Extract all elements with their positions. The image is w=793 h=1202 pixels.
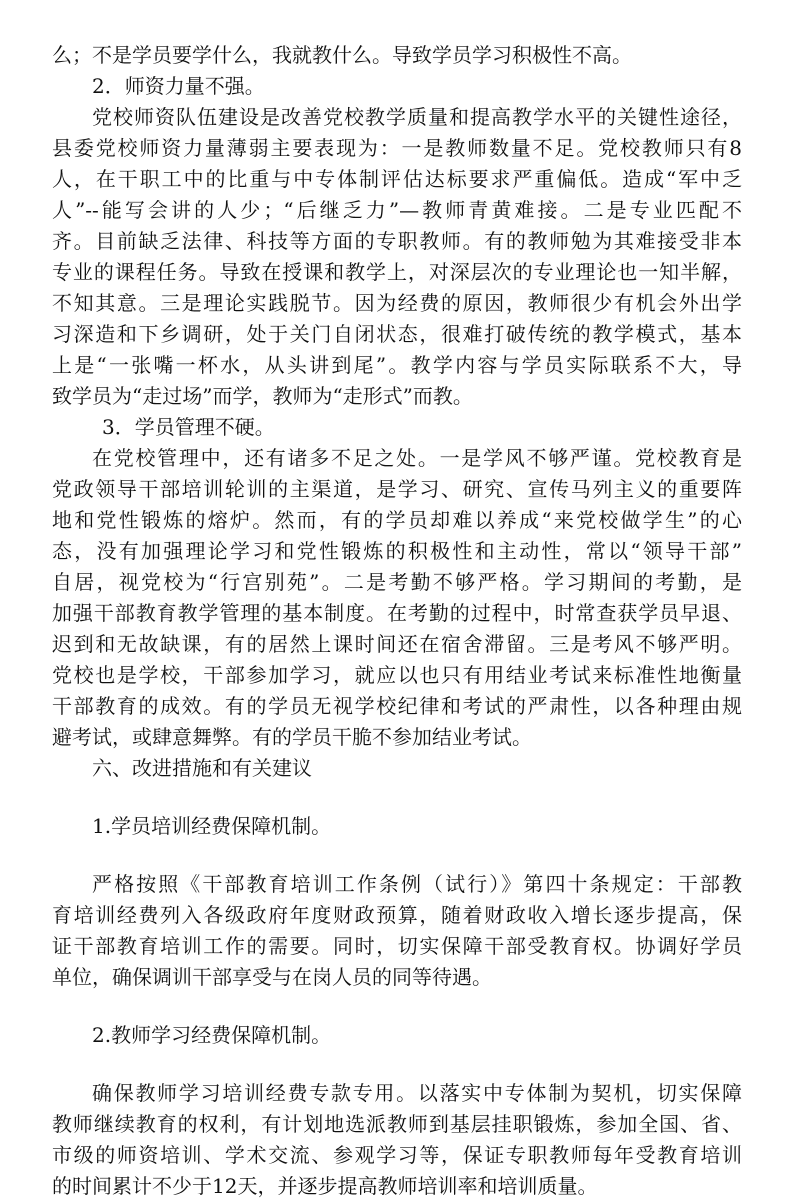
- spacer: [52, 784, 742, 811]
- paragraph-line: 人”--能写会讲的人少；“后继乏力”—教师青黄难接。二是专业匹配不: [52, 198, 742, 222]
- spacer: [52, 842, 742, 869]
- paragraph-line: 态，没有加强理论学习和党性锻炼的积极性和主动性，常以“领导干部”: [52, 539, 742, 563]
- section-heading: 2.教师学习经费保障机制。: [92, 1023, 332, 1047]
- paragraph-line: 县委党校师资力量薄弱主要表现为：一是教师数量不足。党校教师只有8: [52, 136, 742, 160]
- paragraph-line: 么；不是学员要学什么，我就教什么。导致学员学习积极性不高。: [52, 43, 632, 67]
- section-heading: 2．师资力量不强。: [92, 74, 265, 98]
- document-page: [52, 40, 742, 1202]
- paragraph-line: 自居，视党校为“行宫别苑”。二是考勤不够严格。学习期间的考勤，是: [52, 570, 742, 594]
- paragraph-line: 加强干部教育教学管理的基本制度。在考勤的过程中，时常查获学员早退、: [52, 601, 742, 625]
- paragraph-line: 育培训经费列入各级政府年度财政预算，随着财政收入增长逐步提高，保: [52, 903, 742, 927]
- section-heading: 3．学员管理不硬。: [102, 415, 275, 439]
- paragraph-line: 习深造和下乡调研，处于关门自闭状态，很难打破传统的教学模式，基本: [52, 322, 742, 346]
- paragraph-line: 人，在干职工中的比重与中专体制评估达标要求严重偏低。造成“军中乏: [52, 167, 742, 191]
- paragraph-line: 证干部教育培训工作的需要。同时，切实保障干部受教育权。协调好学员: [52, 934, 742, 958]
- paragraph-line: 地和党性锻炼的熔炉。然而，有的学员却难以养成“来党校做学生”的心: [52, 508, 742, 532]
- paragraph-line: 的时间累计不少于12天，并逐步提高教师培训率和培训质量。: [52, 1174, 598, 1198]
- spacer: [52, 1051, 742, 1078]
- paragraph-line: 党校也是学校，干部参加学习，就应以也只有用结业考试来标准性地衡量: [52, 663, 742, 687]
- paragraph-line: 确保教师学习培训经费专款专用。以落实中专体制为契机，切实保障: [92, 1081, 742, 1105]
- paragraph-line: 严格按照《干部教育培训工作条例（试行）》第四十条规定：干部教: [92, 872, 742, 896]
- paragraph-line: 党政领导干部培训轮训的主渠道，是学习、研究、宣传马列主义的重要阵: [52, 477, 742, 501]
- paragraph-line: 齐。目前缺乏法律、科技等方面的专职教师。有的教师勉为其难接受非本: [52, 229, 742, 253]
- paragraph-line: 上是“一张嘴一杯水，从头讲到尾”。教学内容与学员实际联系不大，导: [52, 353, 742, 377]
- paragraph-line: 迟到和无故缺课，有的居然上课时间还在宿舍滞留。三是考风不够严明。: [52, 632, 742, 656]
- paragraph-line: 专业的课程任务。导致在授课和教学上，对深层次的专业理论也一知半解，: [52, 260, 742, 284]
- paragraph-line: 不知其意。三是理论实践脱节。因为经费的原因，教师很少有机会外出学: [52, 291, 742, 315]
- paragraph-line: 干部教育的成效。有的学员无视学校纪律和考试的严肃性，以各种理由规: [52, 694, 742, 718]
- paragraph-line: 市级的师资培训、学术交流、参观学习等，保证专职教师每年受教育培训: [52, 1143, 742, 1167]
- paragraph-line: 在党校管理中，还有诸多不足之处。一是学风不够严谨。党校教育是: [92, 446, 742, 470]
- paragraph-line: 致学员为“走过场”而学，教师为“走形式”而教。: [52, 384, 473, 408]
- paragraph-line: 单位，确保调训干部享受与在岗人员的同等待遇。: [52, 965, 492, 989]
- paragraph-line: 党校师资队伍建设是改善党校教学质量和提高教学水平的关键性途径，: [92, 105, 742, 129]
- paragraph-line: 教师继续教育的权利，有计划地选派教师到基层挂职锻炼，参加全国、省、: [52, 1112, 742, 1136]
- section-heading: 1.学员培训经费保障机制。: [92, 814, 332, 838]
- paragraph-line: 避考试，或肆意舞弊。有的学员干脆不参加结业考试。: [52, 725, 532, 749]
- spacer: [52, 993, 742, 1020]
- chapter-heading: 六、改进措施和有关建议: [92, 756, 312, 780]
